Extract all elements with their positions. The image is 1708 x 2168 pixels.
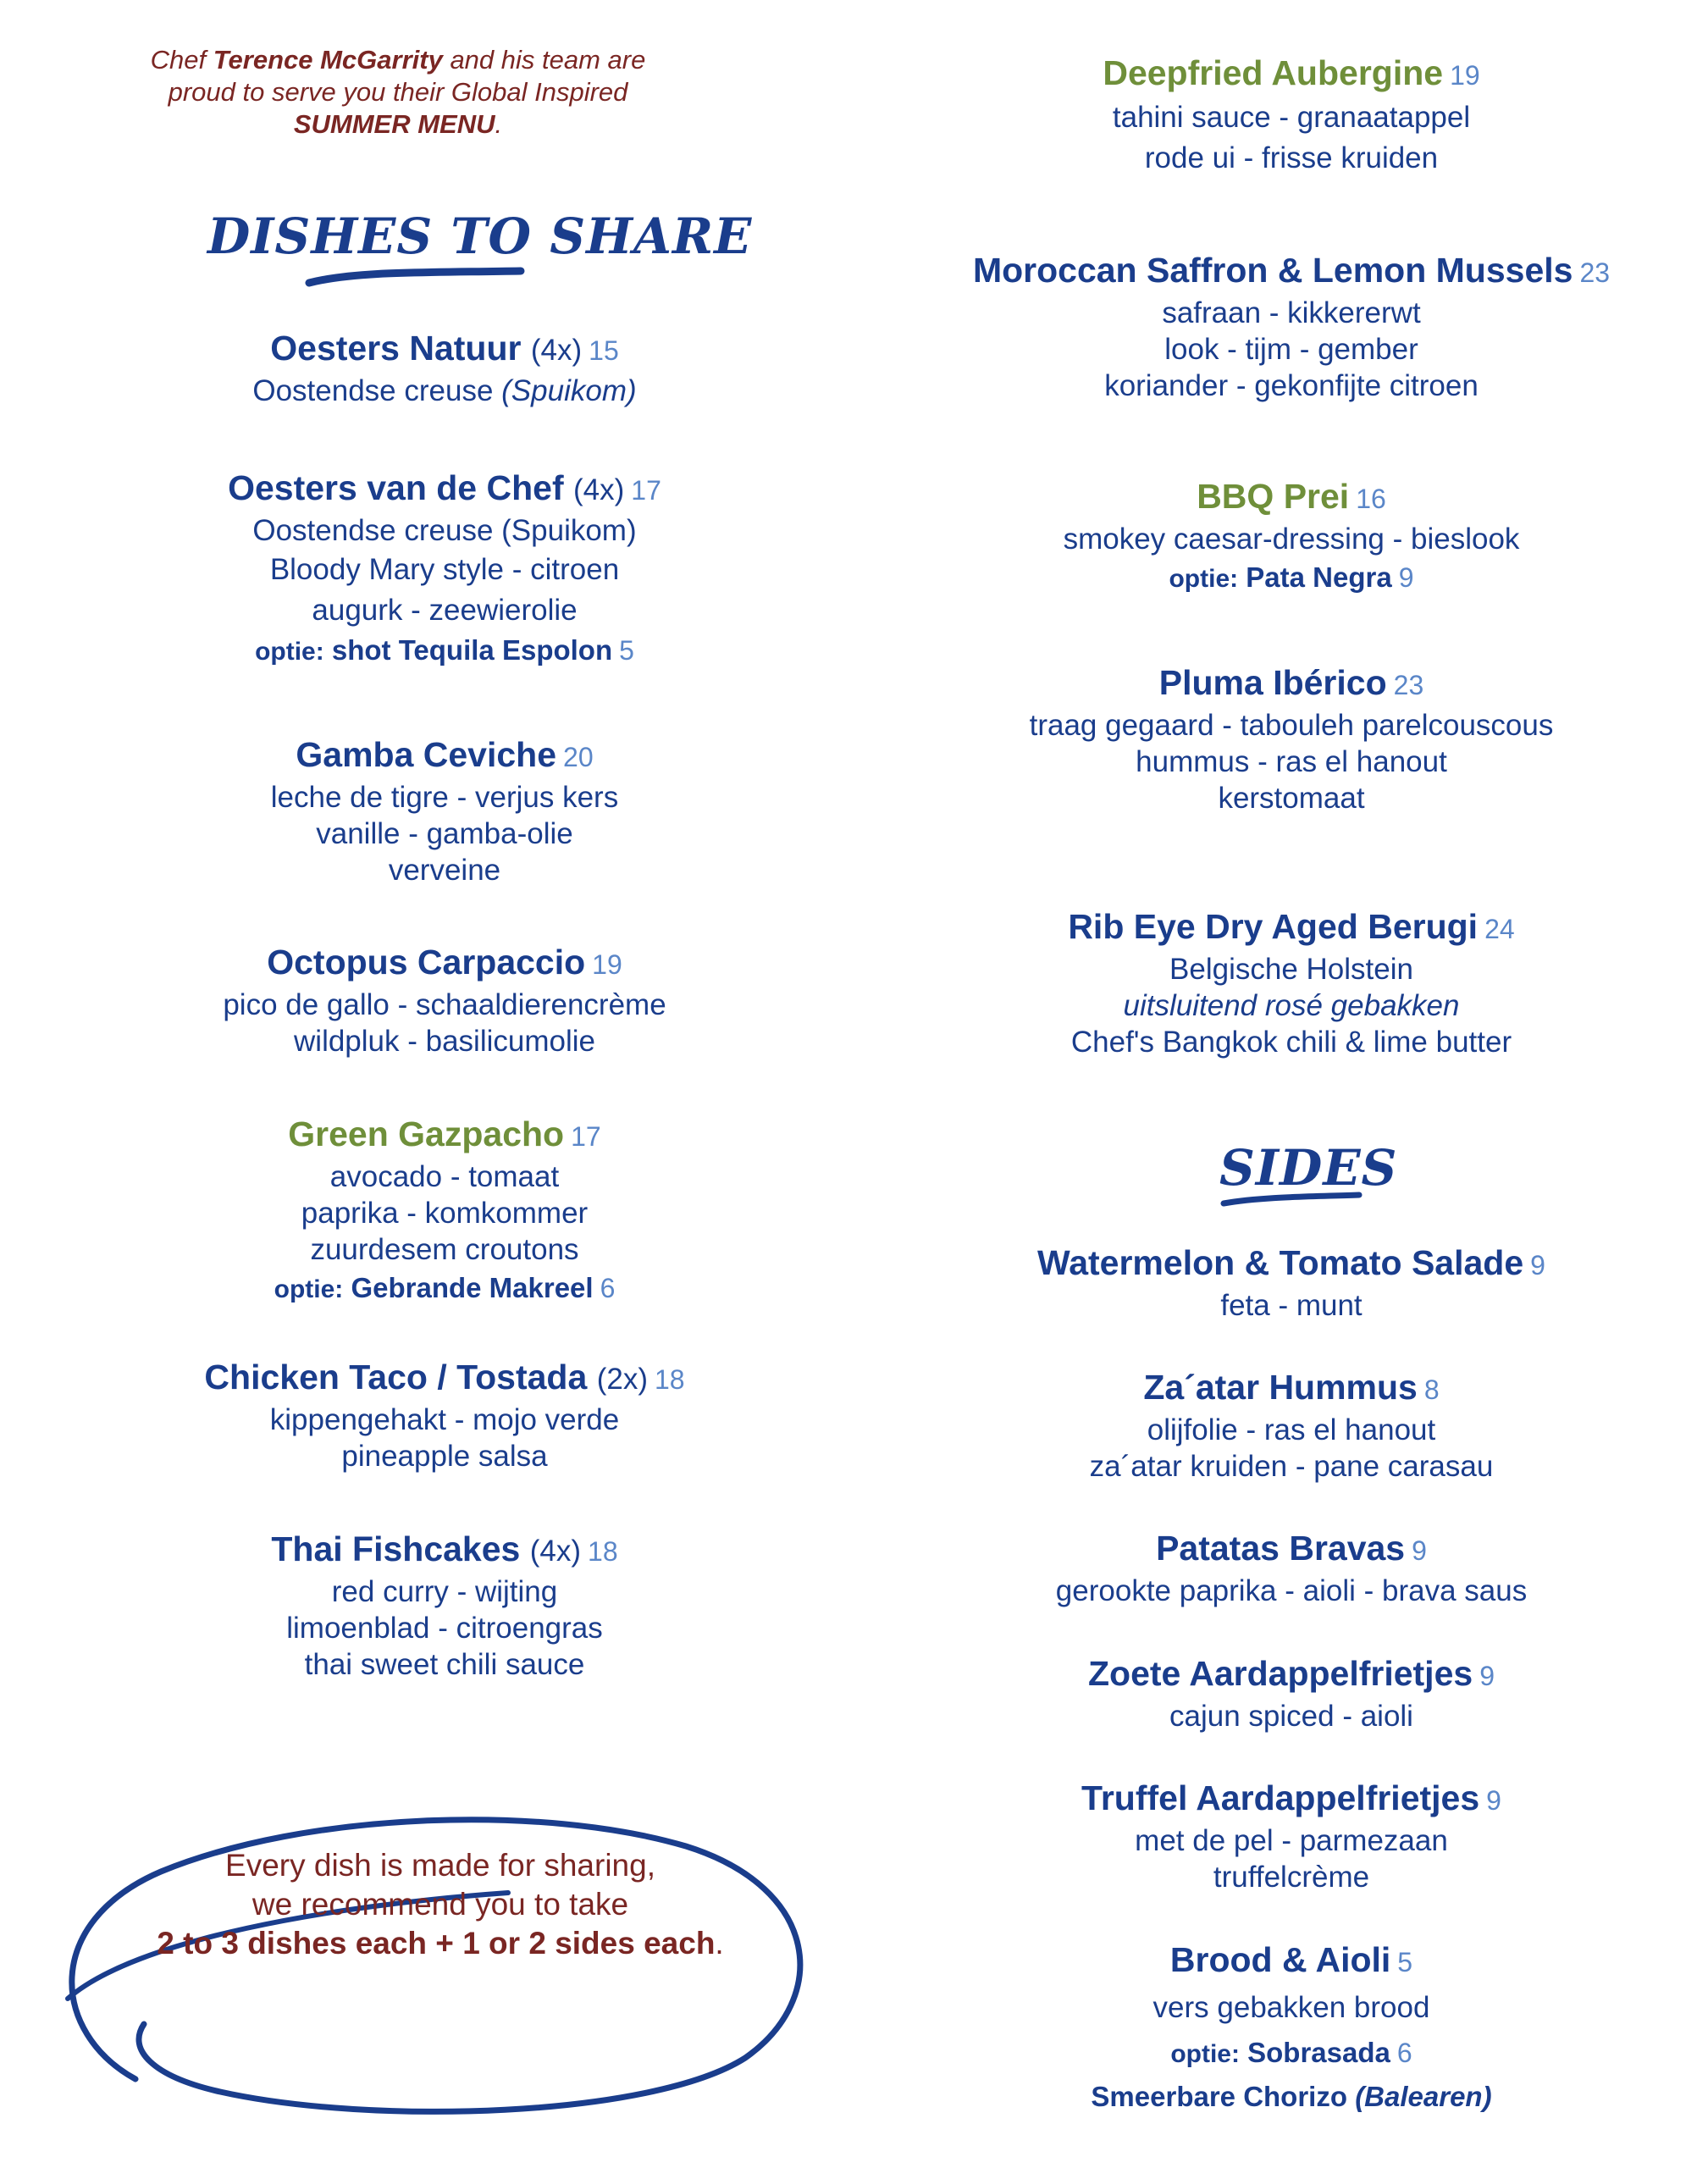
menu-item: Octopus Carpaccio 19 pico de gallo - schaaldierencrème wildpluk - basilicumolie [223, 943, 666, 1058]
intro-text: Chef Terence McGarrity and his team are proud to serve you their Global Inspired SUMMER MENU. [150, 45, 646, 139]
menu-item: Pluma Ibérico 23 traag gegaard - tabouleh parelcouscous hummus - ras el hanout kerstomaat [1029, 663, 1554, 815]
menu-item: Oesters van de Chef (4x) 17 Oostendse creuse (Spuikom) Bloody Mary style - citroen augurk - zeewierolie optie: shot Tequila Espolon 5 [228, 468, 661, 666]
menu-item: Chicken Taco / Tostada (2x) 18 kippengehakt - mojo verde pineapple salsa [204, 1358, 685, 1473]
side-item: Za´atar Hummus 8 olijfolie - ras el hanout za´atar kruiden - pane carasau [1089, 1368, 1494, 1483]
menu-item: Gamba Ceviche 20 leche de tigre - verjus kers vanille - gamba-olie verveine [270, 735, 619, 887]
chef-name: Terence McGarrity [213, 45, 443, 75]
side-item: Brood & Aioli 5 vers gebakken brood optie: Sobrasada 6 Smeerbare Chorizo (Balearen) [1091, 1940, 1492, 2112]
side-item: Patatas Bravas 9 gerookte paprika - aioli - brava saus [1055, 1529, 1528, 1607]
underline-swash [1219, 1190, 1363, 1208]
menu-name: SUMMER MENU [293, 109, 495, 139]
menu-item: Green Gazpacho 17 avocado - tomaat paprika - komkommer zuurdesem croutons optie: Gebrande Makreel 6 [274, 1114, 616, 1303]
menu-item: Deepfried Aubergine 19 tahini sauce - granaatappel rode ui - frisse kruiden [1103, 53, 1480, 174]
side-item: Truffel Aardappelfrietjes 9 met de pel - parmezaan truffelcrème [1081, 1778, 1501, 1894]
side-item: Zoete Aardappelfrietjes 9 cajun spiced - aioli [1088, 1654, 1495, 1733]
menu-item: Rib Eye Dry Aged Berugi 24 Belgische Holstein uitsluitend rosé gebakken Chef's Bangkok chili & lime butter [1068, 907, 1515, 1059]
side-item: Watermelon & Tomato Salade 9 feta - munt [1037, 1243, 1545, 1322]
section-title-sides: SIDES [1219, 1139, 1398, 1197]
menu-item: Thai Fishcakes (4x) 18 red curry - wijting limoenblad - citroengras thai sweet chili sauce [271, 1529, 618, 1681]
menu-item: Oesters Natuur (4x) 15 Oostendse creuse (Spuikom) [252, 329, 637, 407]
menu-item: BBQ Prei 16 smokey caesar-dressing - bieslook optie: Pata Negra 9 [1063, 477, 1520, 593]
menu-item: Moroccan Saffron & Lemon Mussels 23 safraan - kikkererwt look - tijm - gember koriander - gekonfijte citroen [972, 251, 1611, 402]
underline-swash [305, 264, 525, 290]
section-title-dishes-to-share: DISHES TO SHARE [207, 207, 753, 265]
sharing-note: Every dish is made for sharing, we recommend you to take 2 to 3 dishes each + 1 or 2 sides each. [157, 1848, 724, 1961]
